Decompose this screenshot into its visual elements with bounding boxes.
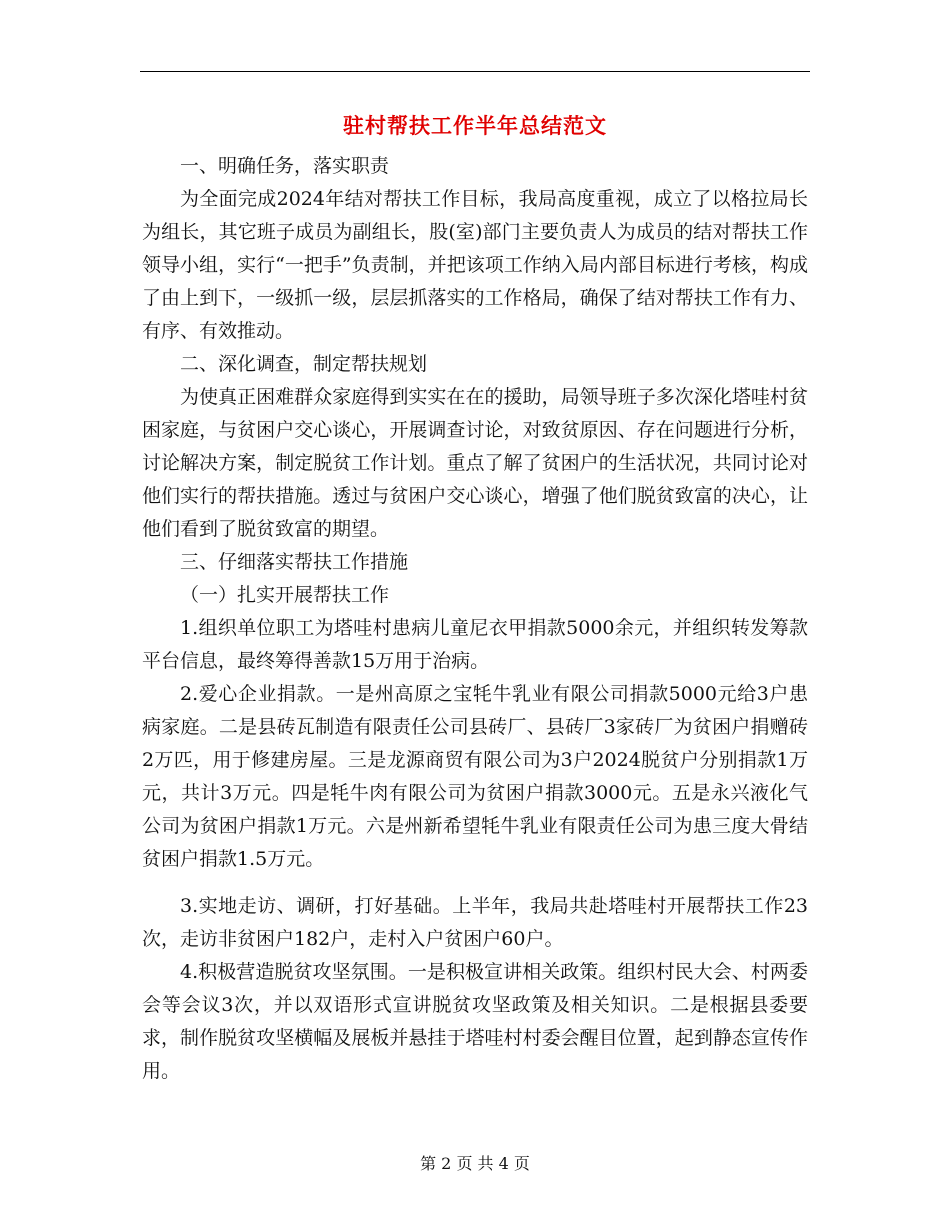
page-number: 第 2 页 共 4 页 [420,1154,530,1173]
section-heading-1: 一、明确任务，落实职责 [180,155,390,177]
document-body [142,150,808,1088]
section-heading-3: 三、仔细落实帮扶工作措施 [180,551,409,573]
paragraph-1: 为全面完成2024年结对帮扶工作目标，我局高度重视，成立了以格拉局长为组长，其它班子成员为副组长，股(室)部门主要负责人为成员的结对帮扶工作领导小组，实行“一把手”负责制，并把该项工作纳入局内部目标进行考核，构成了由上到下，一级抓一级，层层抓落实的工作格局，确保了结对帮扶工作有力、有序、有效推动。 [142,188,808,342]
list-item-1: 1.组织单位职工为塔哇村患病儿童尼衣甲捐款5000余元，并组织转发筹款平台信息，最终筹得善款15万用于治病。 [142,617,808,672]
subsection-heading-1: （一）扎实开展帮扶工作 [180,584,390,606]
list-item-4: 4.积极营造脱贫攻坚氛围。一是积极宣讲相关政策。组织村民大会、村两委会等会议3次，并以双语形式宣讲脱贫攻坚政策及相关知识。二是根据县委要求，制作脱贫攻坚横幅及展板并悬挂于塔哇村村委会醒目位置，起到静态宣传作用。 [142,961,808,1082]
paragraph-spacer [142,876,808,890]
paragraph-2: 为使真正困难群众家庭得到实实在在的援助，局领导班子多次深化塔哇村贫困家庭，与贫困户交心谈心，开展调查讨论，对致贫原因、存在问题进行分析，讨论解决方案，制定脱贫工作计划。重点了解了贫困户的生活状况，共同讨论对他们实行的帮扶措施。透过与贫困户交心谈心，增强了他们脱贫致富的决心，让他们看到了脱贫致富的期望。 [142,386,808,540]
list-item-2: 2.爱心企业捐款。一是州高原之宝牦牛乳业有限公司捐款5000元给3户患病家庭。二是县砖瓦制造有限责任公司县砖厂、县砖厂3家砖厂为贫困户捐赠砖2万匹，用于修建房屋。三是龙源商贸有限公司为3户2024脱贫户分别捐款1万元，共计3万元。四是牦牛肉有限公司为贫困户捐款3000元。五是永兴液化气公司为贫困户捐款1万元。六是州新希望牦牛乳业有限责任公司为患三度大骨结贫困户捐款1.5万元。 [142,683,808,870]
header-rule [140,71,810,72]
section-heading-2: 二、深化调查，制定帮扶规划 [180,353,428,375]
document-title: 驻村帮扶工作半年总结范文 [343,113,607,138]
list-item-3: 3.实地走访、调研，打好基础。上半年，我局共赴塔哇村开展帮扶工作23次，走访非贫困户182户，走村入户贫困户60户。 [142,895,808,950]
